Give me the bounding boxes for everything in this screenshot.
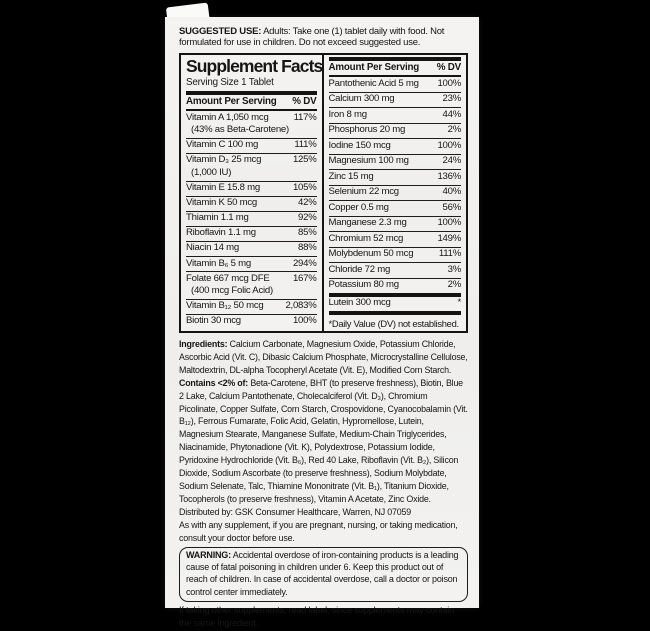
- nutrient-row: [329, 138, 462, 153]
- supplement-label: [165, 17, 479, 628]
- nutrient-dv: 3%: [447, 263, 461, 275]
- nutrient-dv: 2,083%: [285, 300, 317, 312]
- lutein-row: [329, 297, 462, 311]
- nutrient-row: [329, 169, 462, 184]
- distributed-by: Distributed by: GSK Consumer Healthcare, Warren, NJ 07059: [179, 506, 411, 517]
- nutrient-dv: 105%: [292, 182, 317, 194]
- nutrient-row: [186, 241, 317, 256]
- ingredients-text: Calcium Carbonate, Magnesium Oxide, Potassium Chloride, Ascorbic Acid (Vit. C), Dibasic Calcium Phosphate, Microcrystalline Cellulose, Maltodextrin, DL-alpha Tocopheryl Acetate (Vit. E), Modified Corn Starch.: [179, 339, 468, 375]
- supplement-facts-panel: [179, 53, 468, 333]
- nutrient-name: Chromium 52 mcg: [328, 232, 404, 244]
- nutrient-name: Vitamin E 15.8 mg: [186, 182, 260, 194]
- nutrient-name: Vitamin B₁₂ 50 mcg: [186, 300, 264, 312]
- nutrient-name: Potassium 80 mg: [328, 279, 399, 291]
- nutrient-name: Pantothenic Acid 5 mg: [328, 77, 419, 89]
- nutrient-dv: 100%: [437, 139, 461, 151]
- serving-size: Serving Size 1 Tablet: [186, 76, 274, 88]
- nutrient-dv: 100%: [437, 77, 461, 89]
- nutrient-name: Vitamin C 100 mg: [186, 139, 259, 151]
- amount-per-serving-header: Amount Per Serving: [328, 62, 420, 74]
- nutrient-dv: 92%: [298, 212, 317, 224]
- amount-per-serving-header: Amount Per Serving: [186, 96, 277, 108]
- contains-text: Beta-Carotene, BHT (to preserve freshness), Biotin, Blue 2 Lake, Calcium Pantothenate, Cholecalciferol (Vit. D₃), Chromium Picolinate, Copper Sulfate, Corn Starch, Crospovidone, Cyanocobalamin (Vit. B₁₂), Ferrous Fumarate, Folic Acid, Gelatin, Hypromellose, Lutein, Magnesium Stearate, Manganese Sulfate, Medium-Chain Triglycerides, Niacinamide, Phytonadione (Vit. K), Polydextrose, Potassium Iodide, Pyridoxine Hydrochloride (Vit. B₆), Red 40 Lake, Riboflavin (Vit. B₂), Silicon Dioxide, Sodium Ascorbate (to preserve freshness), Sodium Molybdate, Sodium Selenate, Talc, Thiamine Mononitrate (Vit. B₁), Titanium Dioxide, Tocopherols (to preserve freshness), Vitamin A Acetate, Zinc Oxide.: [179, 377, 468, 504]
- suggested-use: [179, 26, 468, 49]
- left-nutrient-rows: [186, 111, 317, 329]
- dv-footnote: *Daily Value (DV) not established.: [328, 317, 459, 329]
- dv-header: % DV: [436, 62, 461, 74]
- facts-title: Supplement Facts: [186, 55, 323, 76]
- nutrient-dv: 88%: [298, 242, 317, 254]
- nutrient-row: [329, 247, 462, 262]
- nutrient-dv: 125%: [292, 154, 317, 166]
- nutrient-dv: 40%: [442, 186, 461, 198]
- other-supplements-note: If taking other supplements, read label, since supplements may contain the same ingredient.: [179, 605, 455, 628]
- nutrient-dv: 117%: [293, 111, 317, 123]
- dv-header: % DV: [292, 96, 317, 108]
- nutrient-dv: 167%: [292, 272, 317, 284]
- nutrient-dv: 111%: [438, 248, 461, 260]
- pregnancy-advisory: As with any supplement, if you are pregnant, nursing, or taking medication, consult your doctor before use.: [179, 519, 458, 543]
- nutrient-name: Lutein 300 mcg: [328, 297, 391, 309]
- nutrient-row: [329, 92, 462, 107]
- nutrient-row: [186, 111, 317, 138]
- facts-left-column: [181, 55, 324, 331]
- nutrient-name: Niacin 14 mg: [186, 242, 239, 254]
- nutrient-row: [329, 77, 462, 91]
- nutrient-dv: 56%: [442, 201, 461, 213]
- nutrient-row: [329, 278, 462, 293]
- nutrient-name: Manganese 2.3 mg: [328, 217, 407, 229]
- warning-box: [179, 547, 468, 603]
- nutrient-row: [186, 314, 317, 329]
- nutrient-name: Vitamin K 50 mcg: [186, 197, 258, 209]
- nutrient-name: Vitamin B₆ 5 mg: [186, 257, 251, 269]
- nutrient-name: Iron 8 mg: [328, 108, 367, 120]
- nutrient-dv: 136%: [437, 170, 461, 182]
- nutrient-dv: 23%: [442, 93, 461, 105]
- right-column-header: [329, 61, 462, 75]
- nutrient-dv: 2%: [447, 124, 461, 136]
- ingredients-paragraph: [179, 338, 468, 506]
- nutrient-dv: *: [457, 297, 461, 309]
- nutrient-row: [329, 231, 462, 246]
- nutrient-dv: 294%: [292, 257, 317, 269]
- nutrient-name: Biotin 30 mcg: [186, 315, 241, 327]
- right-nutrient-rows: [329, 77, 462, 293]
- nutrient-row: [329, 262, 462, 277]
- nutrient-row: [329, 123, 462, 138]
- nutrient-row: [329, 216, 462, 231]
- nutrient-dv: 111%: [294, 139, 317, 151]
- nutrient-dv: 2%: [447, 279, 461, 291]
- nutrient-dv: 85%: [298, 227, 317, 239]
- nutrient-dv: 149%: [437, 232, 461, 244]
- nutrient-name: Folate 667 mcg DFE: [186, 272, 270, 284]
- nutrient-dv: 44%: [442, 108, 461, 120]
- nutrient-row: [186, 271, 317, 299]
- nutrient-subtext: (1,000 IU): [191, 166, 232, 178]
- nutrient-dv: 100%: [292, 315, 317, 327]
- nutrient-row: [186, 256, 317, 271]
- nutrient-row: [186, 226, 317, 241]
- contains-label: Contains <2% of:: [179, 377, 249, 388]
- nutrient-name: Selenium 22 mcg: [328, 186, 399, 198]
- nutrient-name: Phosphorus 20 mg: [328, 124, 406, 136]
- nutrient-row: [186, 181, 317, 196]
- ingredients-label: Ingredients:: [179, 339, 228, 349]
- nutrient-name: Copper 0.5 mg: [328, 201, 389, 213]
- suggested-use-text: Adults: Take one (1) tablet daily with food. Not formulated for use in children. Do not exceed suggested use.: [179, 26, 445, 49]
- nutrient-row: [329, 185, 462, 200]
- nutrient-row: [186, 138, 317, 153]
- nutrient-name: Thiamin 1.1 mg: [186, 212, 249, 224]
- nutrient-name: Chloride 72 mg: [328, 263, 391, 275]
- nutrient-name: Zinc 15 mg: [328, 170, 374, 182]
- nutrient-subtext: (43% as Beta-Carotene): [191, 124, 289, 136]
- warning-text: Accidental overdose of iron-containing products is a leading cause of fatal poisoning in children under 6. Keep this product out of reach of children. In case of accidental overdose, call a doctor or poison control center immediately.: [186, 549, 459, 597]
- nutrient-dv: 24%: [442, 155, 461, 167]
- nutrient-dv: 42%: [298, 197, 317, 209]
- facts-right-column: [324, 55, 467, 331]
- nutrient-name: Vitamin A 1,050 mcg: [186, 111, 269, 123]
- nutrient-name: Iodine 150 mcg: [328, 139, 391, 151]
- warning-label: WARNING:: [186, 549, 231, 560]
- nutrient-subtext: (400 mcg Folic Acid): [191, 285, 273, 297]
- nutrient-row: [186, 211, 317, 226]
- nutrient-name: Magnesium 100 mg: [328, 155, 409, 167]
- suggested-use-label: SUGGESTED USE:: [179, 26, 262, 37]
- nutrient-dv: 100%: [437, 217, 461, 229]
- nutrient-row: [186, 196, 317, 211]
- nutrient-row: [186, 153, 317, 181]
- nutrient-name: Riboflavin 1.1 mg: [186, 227, 256, 239]
- nutrient-name: Molybdenum 50 mcg: [328, 248, 414, 260]
- nutrient-row: [329, 154, 462, 169]
- nutrient-row: [329, 200, 462, 215]
- left-column-header: [186, 95, 317, 109]
- nutrient-name: Calcium 300 mg: [328, 93, 395, 105]
- nutrient-row: [329, 107, 462, 122]
- nutrient-row: [186, 299, 317, 314]
- nutrient-name: Vitamin D₃ 25 mcg: [186, 154, 262, 166]
